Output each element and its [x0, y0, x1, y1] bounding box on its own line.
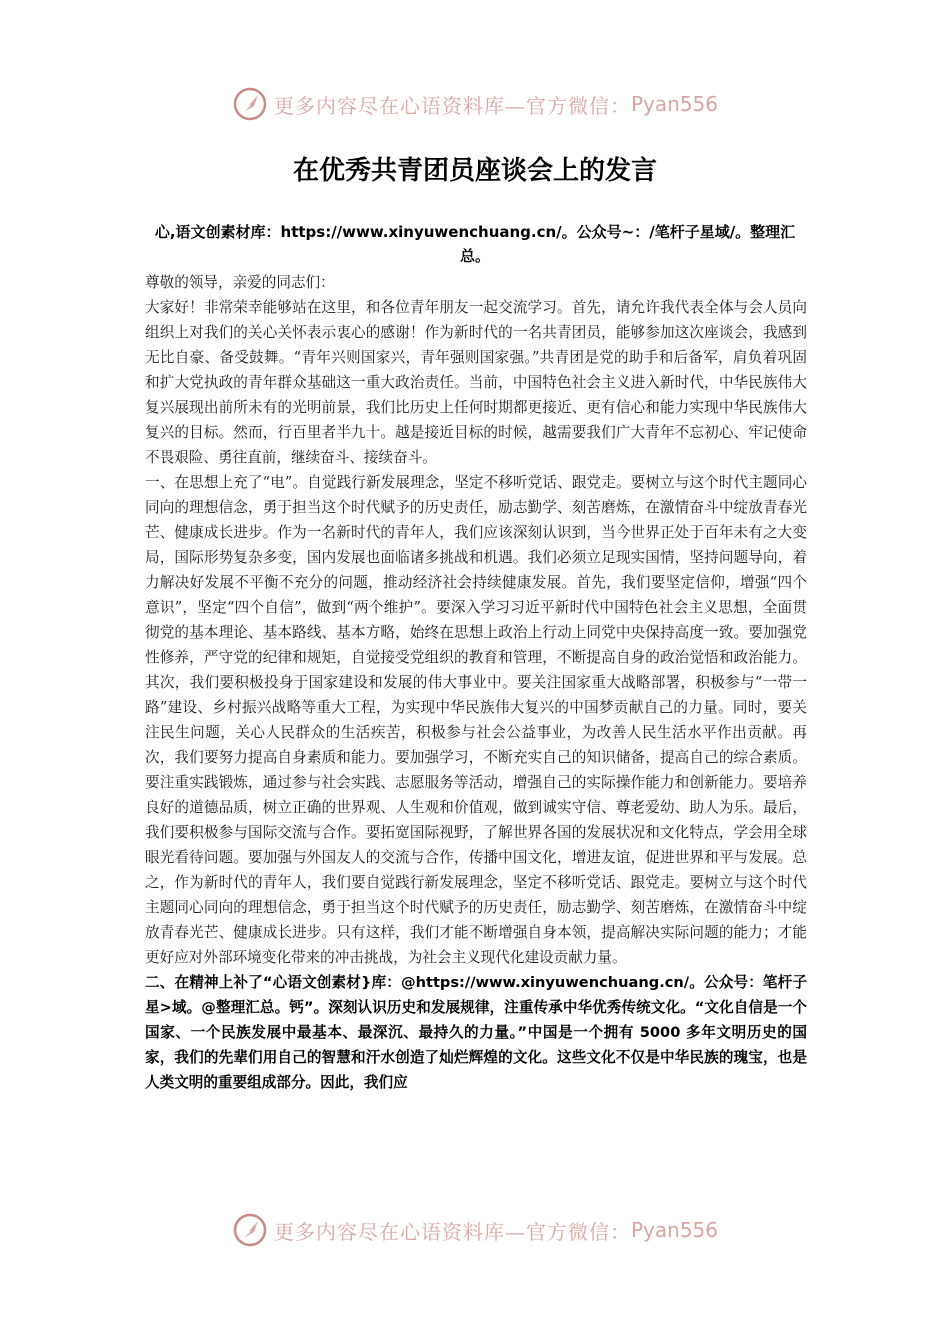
intro-paragraph: 大家好！非常荣幸能够站在这里，和各位青年朋友一起交流学习。首先，请允许我代表全体与会人员向组织上对我们的关心关怀表示衷心的感谢！作为新时代的一名共青团员，能够参加这次座谈会，我感到无比自豪、备受鼓舞。“青年兴则国家兴，青年强则国家强。”共青团是党的助手和后备军，肩负着巩固和扩大党执政的青年群众基础这一重大政治责任。当前，中国特色社会主义进入新时代，中华民族伟大复兴展现出前所未有的光明前景，我们比历史上任何时期都更接近、更有信心和能力实现中华民族伟大复兴的目标。然而，行百里者半九十。越是接近目标的时候，越需要我们广大青年不忘初心、牢记使命不畏艰险、勇往直前，继续奋斗、接续奋斗。 [145, 299, 807, 466]
quill-logo-icon [232, 86, 268, 122]
section-two-paragraph: 二、在精神上补了“心语文创素材}库：@https://www.xinyuwenchuang.cn/。公众号：笔杆子星>域。@整理汇总。钙”。深刻认识历史和发展规律，注重传承中华优秀传统文化。“文化自信是一个国家、一个民族发展中最基本、最深沉、最持久的力量。”中国是一个拥有 5000 多年文明历史的国家，我们的先辈们用自己的智慧和汗水创造了灿烂辉煌的文化。这些文化不仅是中华民族的瑰宝，也是人类文明的重要组成部分。因此，我们应 [145, 974, 807, 1091]
banner-text: 更多内容尽在心语资料库—官方微信： [273, 93, 631, 118]
document-title: 在优秀共青团员座谈会上的发言 [292, 156, 657, 186]
document-body [145, 270, 807, 1095]
quill-logo-icon [232, 1212, 268, 1248]
banner-handle: Pyan556 [630, 1218, 718, 1242]
footer-watermark-banner [0, 1210, 950, 1250]
banner-handle: Pyan556 [630, 92, 718, 116]
section-one-paragraph: 一、在思想上充了“电”。自觉践行新发展理念，坚定不移听党话、跟党走。要树立与这个时代主题同心同向的理想信念，勇于担当这个时代赋予的历史责任，励志勤学、刻苦磨炼，在激情奋斗中绽放青春光芒、健康成长进步。作为一名新时代的青年人，我们应该深刻认识到，当今世界正处于百年未有之大变局，国际形势复杂多变，国内发展也面临诸多挑战和机遇。我们必须立足现实国情，坚持问题导向，着力解决好发展不平衡不充分的问题，推动经济社会持续健康发展。首先，我们要坚定信仰，增强“四个意识”，坚定“四个自信”，做到“两个维护”。要深入学习习近平新时代中国特色社会主义思想，全面贯彻党的基本理论、基本路线、基本方略，始终在思想上政治上行动上同党中央保持高度一致。要加强党性修养，严守党的纪律和规矩，自觉接受党组织的教育和管理，不断提高自身的政治觉悟和政治能力。其次，我们要积极投身于国家建设和发展的伟大事业中。要关注国家重大战略部署，积极参与“一带一路”建设、乡村振兴战略等重大工程，为实现中华民族伟大复兴的中国梦贡献自己的力量。同时，要关注民生问题，关心人民群众的生活疾苦，积极参与社会公益事业，为改善人民生活水平作出贡献。再次，我们要努力提高自身素质和能力。要加强学习，不断充实自己的知识储备，提高自己的综合素质。要注重实践锻炼，通过参与社会实践、志愿服务等活动，增强自己的实际操作能力和创新能力。要培养良好的道德品质，树立正确的世界观、人生观和价值观，做到诚实守信、尊老爱幼、助人为乐。最后，我们要积极参与国际交流与合作。要拓宽国际视野，了解世界各国的发展状况和文化特点，学会用全球眼光看待问题。要加强与外国友人的交流与合作，传播中国文化，增进友谊，促进世界和平与发展。总之，作为新时代的青年人，我们要自觉践行新发展理念，坚定不移听党话、跟党走。要树立与这个时代主题同心同向的理想信念，勇于担当这个时代赋予的历史责任，励志勤学、刻苦磨炼，在激情奋斗中绽放青春光芒、健康成长进步。只有这样，我们才能不断增强自身本领，提高解决实际问题的能力；才能更好应对外部环境变化带来的冲击挑战，为社会主义现代化建设贡献力量。 [145, 474, 807, 966]
header-watermark-banner [0, 84, 950, 124]
banner-text: 更多内容尽在心语资料库—官方微信： [273, 1219, 631, 1244]
document-subtitle: 心,语文创素材库：https://www.xinyuwenchuang.cn/。公众号~：/笔杆子星域/。整理汇总。 [154, 223, 796, 265]
salutation-paragraph: 尊敬的领导，亲爱的同志们： [145, 274, 335, 291]
